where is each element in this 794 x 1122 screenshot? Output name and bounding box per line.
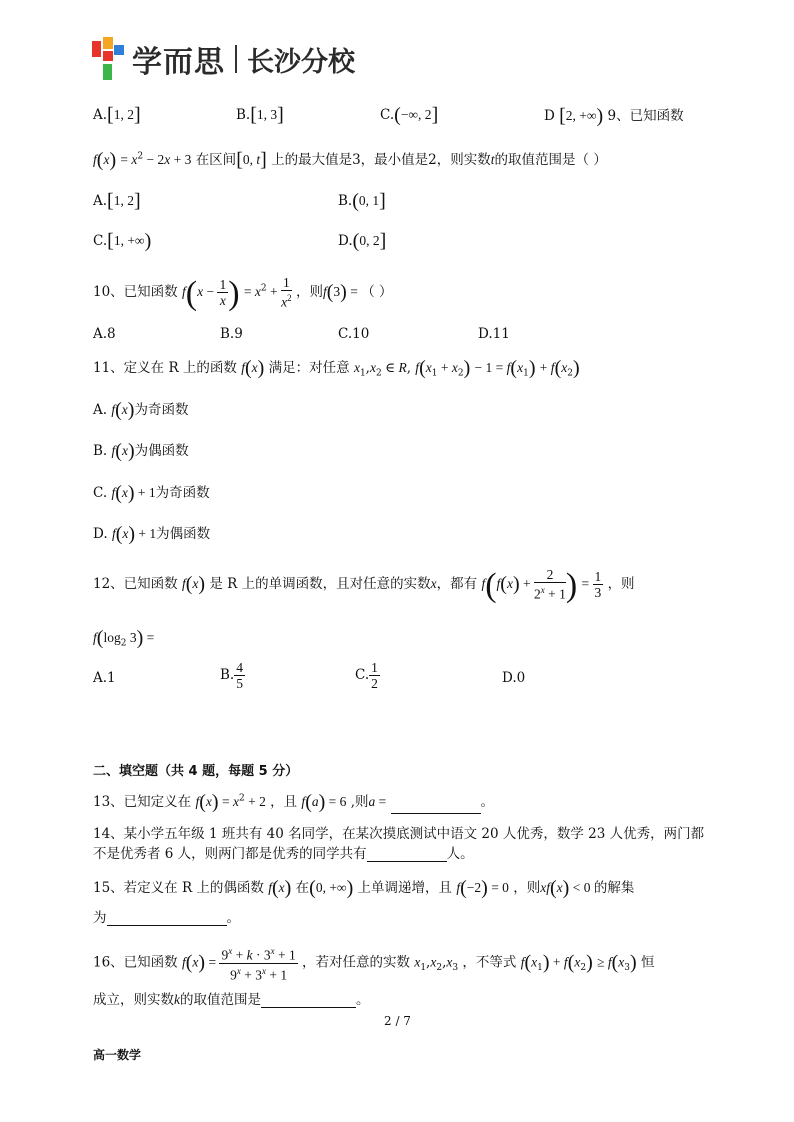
q9-lead: 9、已知函数 <box>607 108 684 124</box>
logo-mark-icon <box>92 37 124 81</box>
q10-option-d: D.11 <box>478 326 510 342</box>
logo-text: 学而思 <box>132 45 225 80</box>
q10-option-c: C.10 <box>338 326 370 342</box>
q8-option-b: B.[1, 3] <box>236 104 284 126</box>
q11-option-a: A. f(x)为奇函数 <box>93 399 189 421</box>
q11-option-d: D. f(x) + 1为偶函数 <box>93 523 211 545</box>
q12-stem: 12、已知函数 f(x) 是 R 上的单调函数，且对任意的实数x，都有 f(f(x) + $\frac{2}{2^x + 1}$ ) = $\frac{1}{3}$ ，则 <box>93 567 635 604</box>
logo-separator <box>235 45 237 73</box>
q10-stem: 10、已知函数 f(x − $\frac{1}{x}$ ) = $x^2$ + $\frac{1}{x^2}$ ，则f(3) = （ ） <box>93 275 393 312</box>
q16-line2: 成立，则实数k的取值范围是 。 <box>93 992 370 1008</box>
q15-line2: 为 。 <box>93 910 240 926</box>
q12-option-b: B. $\frac{4}{5}$ <box>220 660 243 691</box>
school-logo <box>92 36 355 82</box>
q9-option-b: B.(0, 1] <box>338 190 386 212</box>
footer-subject: 高一数学 <box>93 1048 142 1062</box>
q9-option-c: C.[1, +∞) <box>93 230 152 252</box>
q14-line1: 14、某小学五年级 1 班共有 40 名同学，在某次摸底测试中语文 20 人优秀，数学 23 人优秀，两门都 <box>93 826 705 842</box>
q9-option-d: D.(0, 2] <box>338 230 387 252</box>
q13-blank[interactable] <box>391 799 481 814</box>
q12-stem-cont: $f(\log_2$ 3) = <box>93 627 155 649</box>
q10-option-b: B.9 <box>220 326 243 342</box>
q11-option-b: B. f(x)为偶函数 <box>93 440 189 462</box>
q11-stem: 11、定义在 R 上的函数 f(x) 满足：对任意 $x_1,x_2$ ∈ R, $f(x_1 + x_2) - 1 = f(x_1) + f(x_2)$ <box>93 357 580 379</box>
section-title: 二、填空题（共 4 题，每题 5 分） <box>93 764 299 779</box>
q15-stem: 15、若定义在 R 上的偶函数 f(x) 在(0, +∞) 上单调递增，且 f(−2) = 0 ，则xf(x) < 0 的解集 <box>93 877 635 899</box>
q8-option-a: A.[1, 2] <box>93 104 141 126</box>
q9-option-a: A.[1, 2] <box>93 190 141 212</box>
q12-option-a: A.1 <box>93 670 116 686</box>
q15-blank[interactable] <box>107 911 227 926</box>
q16-blank[interactable] <box>261 993 356 1008</box>
q14-blank[interactable] <box>367 847 447 862</box>
q13-stem: 13、已知定义在 $f(x) = x^2 + 2$ ，且 f(a) = 6 ,则a = 。 <box>93 791 495 813</box>
page-number: 2 / 7 <box>384 1014 411 1028</box>
q8-option-c: C.(−∞, 2] <box>380 104 439 126</box>
q8-option-d: D [2, +∞) 9、已知函数 <box>544 105 684 127</box>
logo-subtitle: 长沙分校 <box>247 46 355 78</box>
q11-option-c: C. f(x) + 1为奇函数 <box>93 482 210 504</box>
q9-stem: $f(x) = x^2 - 2x + 3$ 在区间[0, t] 上的最大值是3，最小值是2，则实数t的取值范围是（ ） <box>93 149 607 171</box>
q16-stem: 16、已知函数 f(x) = $\frac{9^x + k \cdot 3^x + 1}{9^x + 3^x + 1}$ ，若对任意的实数 $x_1,x_2,x_3$ ，不等式 $f(x_1) + f(x_2) \ge f(x_3)$ 恒 <box>93 946 655 982</box>
q12-option-d: D.0 <box>502 670 526 686</box>
q14-line2: 不是优秀者 6 人，则两门都是优秀的同学共有 人。 <box>93 846 474 862</box>
q12-option-c: C. $\frac{1}{2}$ <box>355 660 378 691</box>
q10-option-a: A.8 <box>93 326 116 342</box>
